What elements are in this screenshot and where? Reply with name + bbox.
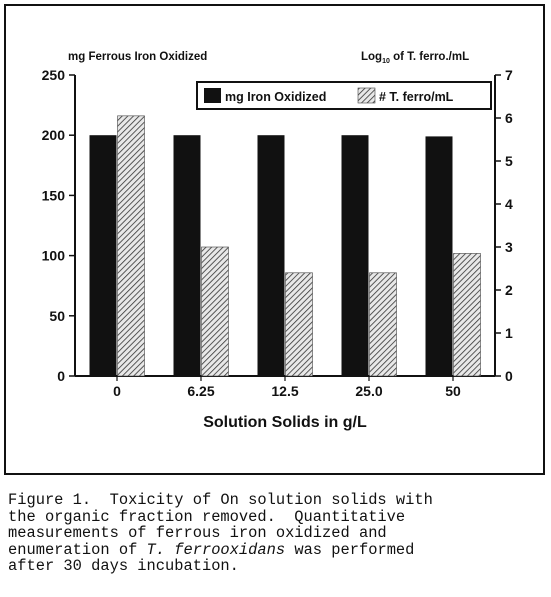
left-tick-label: 100: [41, 247, 65, 264]
right-tick-label: 4: [505, 196, 513, 212]
left-tick-label: 50: [49, 307, 65, 324]
right-axis-title: Log$_{10}$ of T. ferro./mL: [361, 51, 470, 65]
caption-line-4: enumeration of T. ferrooxidans was performed: [8, 540, 415, 559]
bar-t-ferro-count: [454, 253, 481, 376]
right-tick-label: 6: [505, 110, 513, 126]
right-tick-label: 7: [505, 67, 513, 83]
legend-label-iron-oxidized: mg Iron Oxidized: [225, 90, 327, 104]
bar-t-ferro-count: [370, 273, 397, 376]
caption-line-5: after 30 days incubation.: [8, 557, 239, 575]
bar-iron-oxidized: [426, 136, 453, 376]
caption-line-1: Figure 1. Toxicity of On solution solids with: [8, 491, 433, 509]
x-tick-label: 50: [445, 383, 461, 399]
bar-iron-oxidized: [90, 135, 117, 376]
left-tick-label: 150: [41, 187, 65, 204]
legend-swatch-iron-oxidized: [204, 88, 221, 103]
left-tick-label: 200: [41, 127, 65, 144]
legend-swatch-t-ferro: [358, 88, 375, 103]
x-tick-label: 12.5: [271, 383, 299, 399]
caption-line-2: the organic fraction removed. Quantitative: [8, 507, 406, 526]
right-tick-label: 3: [505, 239, 513, 255]
bar-t-ferro-count: [286, 273, 313, 376]
left-tick-label: 0: [57, 368, 65, 384]
left-axis-title: mg Ferrous Iron Oxidized: [68, 51, 208, 63]
right-tick-label: 0: [505, 368, 513, 384]
right-tick-label: 2: [505, 282, 513, 298]
figure-caption: [8, 492, 546, 575]
left-tick-label: 250: [41, 67, 65, 83]
bar-iron-oxidized: [174, 135, 201, 376]
right-tick-label: 1: [505, 325, 513, 341]
x-tick-label: 25.0: [355, 383, 383, 399]
bar-iron-oxidized: [258, 135, 285, 376]
caption-line-3: measurements of ferrous iron oxidized and: [8, 524, 387, 542]
bar-t-ferro-count: [118, 116, 145, 376]
right-tick-label: 5: [505, 153, 513, 169]
legend-label-t-ferro: # T. ferro/mL: [379, 90, 454, 104]
x-tick-label: 6.25: [187, 383, 215, 399]
bar-t-ferro-count: [202, 247, 229, 376]
x-tick-label: 0: [113, 383, 121, 399]
species-name: T. ferrooxidans: [146, 540, 286, 559]
x-axis-title: Solution Solids in g/L: [203, 414, 367, 431]
bar-iron-oxidized: [342, 135, 369, 376]
